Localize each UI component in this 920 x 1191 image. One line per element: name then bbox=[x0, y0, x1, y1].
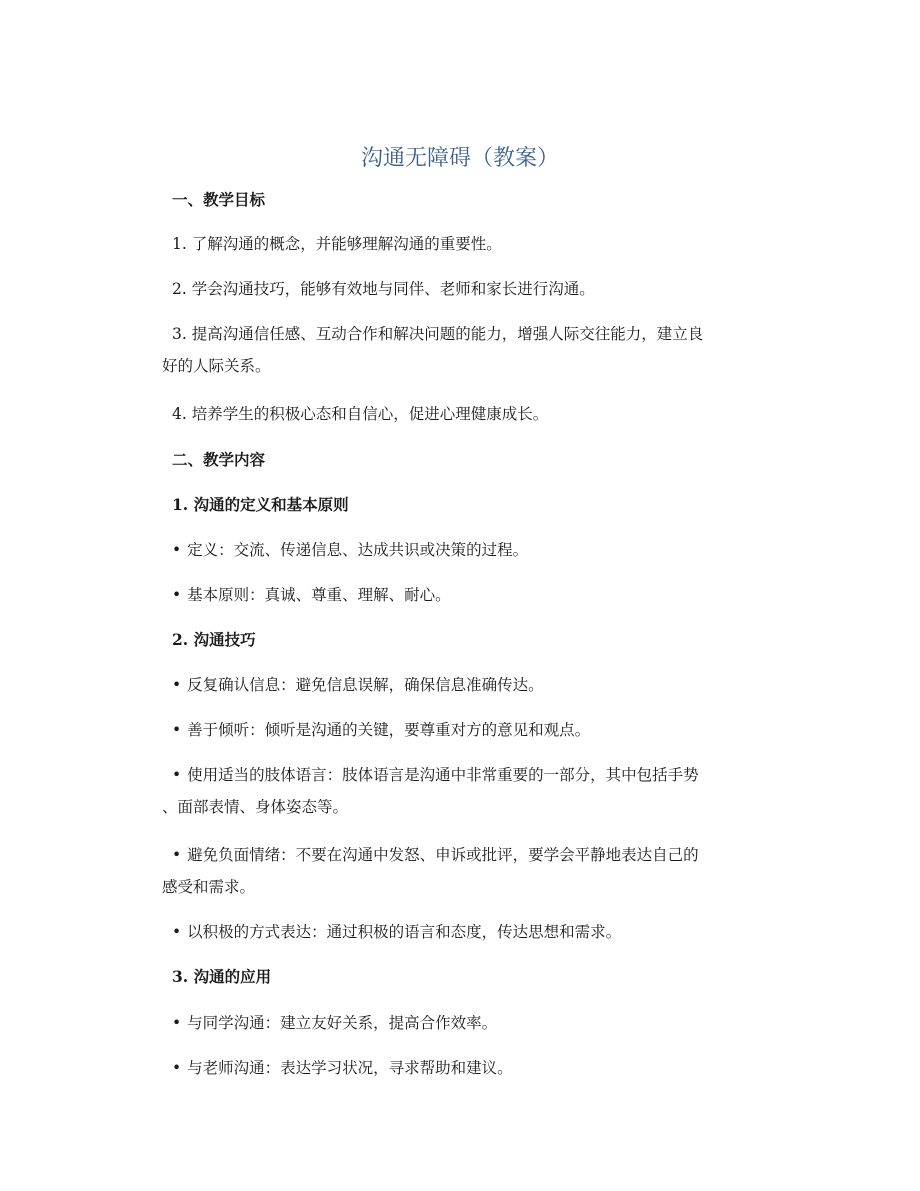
bullet-icon: • bbox=[172, 1059, 182, 1077]
bullet-icon: • bbox=[172, 923, 182, 941]
list-item: • 使用适当的肢体语言：肢体语言是沟通中非常重要的一部分，其中包括手势 bbox=[172, 766, 699, 784]
subsection-heading-definition: 1. 沟通的定义和基本原则 bbox=[172, 495, 349, 514]
list-item: • 善于倾听：倾听是沟通的关键，要尊重对方的意见和观点。 bbox=[172, 721, 591, 739]
list-item: • 反复确认信息：避免信息误解，确保信息准确传达。 bbox=[172, 676, 544, 694]
bullet-icon: • bbox=[172, 1014, 182, 1032]
list-item-cont: 、面部表情、身体姿态等。 bbox=[162, 798, 349, 816]
list-item: • 以积极的方式表达：通过积极的语言和态度，传达思想和需求。 bbox=[172, 923, 622, 941]
bullet-icon: • bbox=[172, 846, 182, 864]
objective-item-3-cont: 好的人际关系。 bbox=[162, 357, 271, 375]
objective-item-3: 3. 提高沟通信任感、互动合作和解决问题的能力，增强人际交往能力，建立良 bbox=[172, 325, 704, 343]
page-title: 沟通无障碍（教案） bbox=[360, 146, 559, 171]
list-item-cont: 感受和需求。 bbox=[162, 878, 256, 896]
bullet-icon: • bbox=[172, 766, 182, 784]
list-item: • 基本原则：真诚、尊重、理解、耐心。 bbox=[172, 586, 451, 604]
bullet-icon: • bbox=[172, 721, 182, 739]
bullet-icon: • bbox=[172, 676, 182, 694]
bullet-icon: • bbox=[172, 586, 182, 604]
subsection-heading-application: 3. 沟通的应用 bbox=[172, 967, 272, 986]
list-item: • 定义：交流、传递信息、达成共识或决策的过程。 bbox=[172, 541, 529, 559]
list-item: • 避免负面情绪：不要在沟通中发怒、申诉或批评，要学会平静地表达自己的 bbox=[172, 846, 699, 864]
section-heading-content: 二、教学内容 bbox=[172, 450, 266, 469]
objective-item-2: 2. 学会沟通技巧，能够有效地与同伴、老师和家长进行沟通。 bbox=[172, 280, 595, 298]
list-item: • 与同学沟通：建立友好关系，提高合作效率。 bbox=[172, 1014, 498, 1032]
objective-item-4: 4. 培养学生的积极心态和自信心，促进心理健康成长。 bbox=[172, 405, 549, 423]
list-item: • 与老师沟通：表达学习状况，寻求帮助和建议。 bbox=[172, 1059, 513, 1077]
objective-item-1: 1. 了解沟通的概念，并能够理解沟通的重要性。 bbox=[172, 235, 502, 253]
subsection-heading-skills: 2. 沟通技巧 bbox=[172, 630, 256, 649]
section-heading-objectives: 一、教学目标 bbox=[172, 190, 266, 209]
bullet-icon: • bbox=[172, 541, 182, 559]
